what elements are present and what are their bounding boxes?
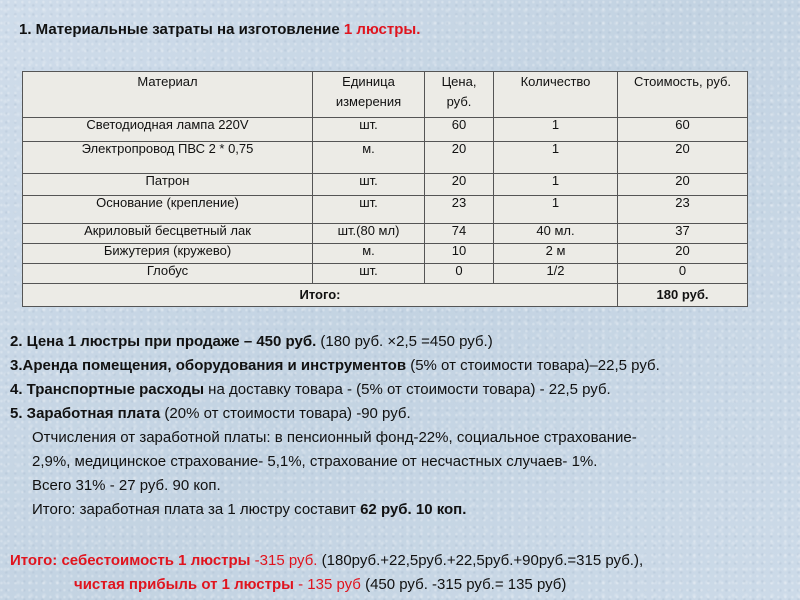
- note-salary-total: [10, 498, 795, 522]
- cell-cost: 37: [618, 224, 748, 244]
- note-deductions-total: Всего 31% - 27 руб. 90 коп.: [32, 477, 221, 494]
- note-rent: [10, 354, 795, 378]
- table-row: [23, 224, 748, 244]
- table-row: [23, 264, 748, 284]
- note-transport-rest: на доставку товара - (5% от стоимости товара) - 22,5 руб.: [204, 381, 611, 398]
- note-salary: [10, 402, 795, 426]
- summary: [10, 549, 795, 597]
- cell-price: 0: [425, 264, 494, 284]
- cell-cost: 23: [618, 196, 748, 224]
- total-value: 180 руб.: [618, 284, 748, 307]
- cell-quantity: 2 м: [494, 244, 618, 264]
- cell-unit: шт.(80 мл): [313, 224, 425, 244]
- table-total-row: [23, 284, 748, 307]
- header-material: Материал: [23, 72, 313, 118]
- summary-cost-line: [10, 549, 795, 573]
- note-transport: [10, 378, 795, 402]
- note-sale-price: [10, 330, 795, 354]
- note-deductions-2: 2,9%, медицинское страхование- 5,1%, страхование от несчастных случаев- 1%.: [32, 453, 598, 470]
- note-sale-price-rest: (180 руб. ×2,5 =450 руб.): [316, 333, 493, 350]
- summary-profit-formula: (450 руб. -315 руб.= 135 руб): [360, 576, 567, 593]
- cell-material: Патрон: [23, 174, 313, 196]
- summary-cost-formula: (180руб.+22,5руб.+22,5руб.+90руб.=315 руб.),: [317, 552, 644, 569]
- cell-cost: 60: [618, 118, 748, 142]
- cell-unit: шт.: [313, 264, 425, 284]
- cell-material: Глобус: [23, 264, 313, 284]
- note-salary-rest: (20% от стоимости товара) -90 руб.: [160, 405, 411, 422]
- cell-price: 60: [425, 118, 494, 142]
- table-row: [23, 118, 748, 142]
- note-transport-bold: 4. Транспортные расходы: [10, 381, 205, 398]
- table-row: [23, 244, 748, 264]
- table-row: [23, 174, 748, 196]
- summary-profit-line: [10, 573, 795, 597]
- summary-cost-value: -315 руб.: [250, 552, 318, 569]
- cell-quantity: 1: [494, 142, 618, 174]
- note-salary-total-bold: 62 руб. 10 коп.: [360, 501, 467, 518]
- cell-cost: 20: [618, 142, 748, 174]
- cell-material: Основание (крепление): [23, 196, 313, 224]
- header-price: Цена, руб.: [425, 72, 494, 118]
- cell-material: Акриловый бесцветный лак: [23, 224, 313, 244]
- cell-quantity: 1: [494, 118, 618, 142]
- note-sale-price-bold: 2. Цена 1 люстры при продаже – 450 руб.: [10, 333, 317, 350]
- header-cost: Стоимость, руб.: [618, 72, 748, 118]
- cell-unit: м.: [313, 244, 425, 264]
- materials-table: [22, 71, 748, 307]
- cell-quantity: 40 мл.: [494, 224, 618, 244]
- note-rent-rest: (5% от стоимости товара)–22,5 руб.: [406, 357, 660, 374]
- summary-profit-label: чистая прибыль от 1 люстры: [74, 576, 294, 593]
- table-row: [23, 196, 748, 224]
- note-deductions-1: Отчисления от заработной платы: в пенсионный фонд-22%, социальное страхование-: [32, 429, 637, 446]
- header-quantity: Количество: [494, 72, 618, 118]
- cell-unit: шт.: [313, 174, 425, 196]
- cell-price: 10: [425, 244, 494, 264]
- heading-highlight: 1 люстры.: [343, 21, 421, 38]
- cell-unit: шт.: [313, 196, 425, 224]
- cell-material: Электропровод ПВС 2 * 0,75: [23, 142, 313, 174]
- cell-quantity: 1/2: [494, 264, 618, 284]
- summary-profit-value: - 135 руб: [293, 576, 361, 593]
- cell-material: Светодиодная лампа 220V: [23, 118, 313, 142]
- note-rent-bold: 3.Аренда помещения, оборудования и инструментов: [10, 357, 407, 374]
- cell-quantity: 1: [494, 174, 618, 196]
- cell-price: 74: [425, 224, 494, 244]
- cost-notes: [10, 330, 795, 522]
- cell-price: 20: [425, 142, 494, 174]
- slide-heading: [19, 21, 420, 38]
- cell-price: 23: [425, 196, 494, 224]
- cell-cost: 20: [618, 244, 748, 264]
- total-label: Итого:: [23, 284, 618, 307]
- table-row: [23, 142, 748, 174]
- summary-cost-label: Итого: себестоимость 1 люстры: [10, 552, 251, 569]
- cell-unit: м.: [313, 142, 425, 174]
- cell-cost: 0: [618, 264, 748, 284]
- note-salary-bold: 5. Заработная плата: [10, 405, 161, 422]
- heading-prefix: 1. Материальные затраты на изготовление: [19, 21, 344, 38]
- cell-price: 20: [425, 174, 494, 196]
- cell-quantity: 1: [494, 196, 618, 224]
- note-salary-total-prefix: Итого: заработная плата за 1 люстру составит: [32, 501, 361, 518]
- cell-material: Бижутерия (кружево): [23, 244, 313, 264]
- header-unit: Единица измерения: [313, 72, 425, 118]
- cell-cost: 20: [618, 174, 748, 196]
- cell-unit: шт.: [313, 118, 425, 142]
- table-header-row: [23, 72, 748, 118]
